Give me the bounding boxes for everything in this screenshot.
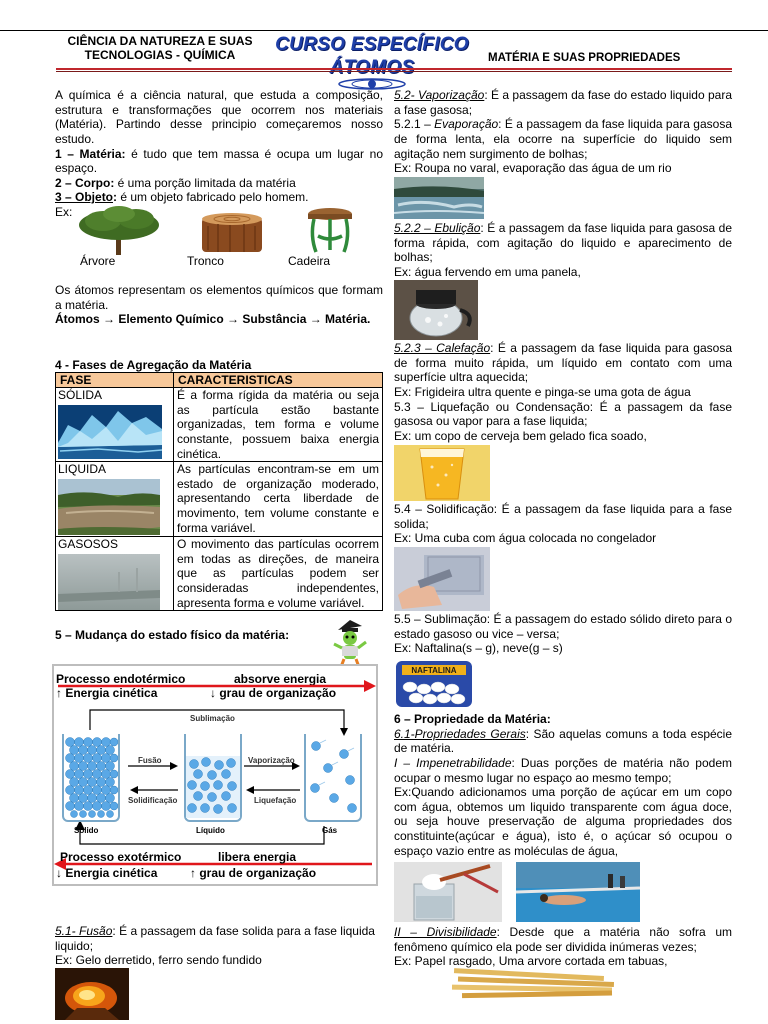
calefaction-term: 5.2.3 – Calefação <box>394 341 491 355</box>
boiling-kettle-image <box>394 280 478 340</box>
calefaction-block <box>394 341 732 443</box>
sublimation-example: Ex: Naftalina(s – g), neve(g – s) <box>394 641 563 656</box>
tree-caption: Árvore <box>80 254 116 268</box>
section-5-1 <box>55 924 375 968</box>
section-4-number: 4 <box>55 358 62 372</box>
naphthalene-package-image <box>394 657 474 709</box>
example-label: Ex: <box>55 205 73 219</box>
general-properties-term: 6.1-Propriedades Gerais <box>394 726 526 741</box>
boiling-term: 5.2.2 – Ebulição <box>394 221 481 235</box>
table-row <box>56 537 383 611</box>
kinetic-energy-down: ↓ Energia cinética <box>56 866 158 880</box>
liquefaction-label: Liquefação <box>254 796 297 805</box>
liquid-beaker <box>184 734 242 822</box>
phase-cell-gas <box>56 537 174 611</box>
fusion-term: 5.1- Fusão <box>55 924 113 938</box>
gas-beaker <box>304 734 362 822</box>
vaporization-label: Vaporização <box>248 756 295 765</box>
solidification-label: Solidificação <box>128 796 178 805</box>
brand-logo <box>262 33 482 91</box>
vaporization-text: : É a passagem da fase do estado liquido para a fase gasosa; <box>394 88 733 117</box>
condensation-example: Ex: um copo de cerveja bem gelado fica soado, <box>394 428 647 443</box>
kinetic-energy-up: ↑ Energia cinética <box>56 686 158 700</box>
river-image <box>58 479 160 535</box>
river-evaporation-image <box>394 177 484 219</box>
pool-image <box>516 862 640 922</box>
definition-objeto-label: 3 – Objeto <box>55 190 114 205</box>
table-row <box>56 462 383 537</box>
properties-block <box>394 712 732 858</box>
atoms-paragraph: Os átomos representam os elementos químicos que formam a matéria. <box>55 283 383 312</box>
ice-image <box>58 405 162 459</box>
table-header-row <box>56 373 383 388</box>
header-subject-line1: CIÊNCIA DA NATUREZA E SUAS <box>67 34 253 48</box>
organization-down: ↓ grau de organização <box>210 686 337 700</box>
fusion-definition <box>55 924 375 953</box>
section-6-title: 6 – Propriedade da Matéria: <box>394 712 551 726</box>
phase-cell-liquid <box>56 462 174 537</box>
general-properties-definition <box>394 727 732 756</box>
page-header <box>0 31 768 71</box>
vaporization-definition <box>394 88 732 117</box>
divisibility-definition <box>394 925 732 954</box>
trunk-caption: Tronco <box>187 254 224 268</box>
impenetrability-example: Ex:Quando adicionamos uma porção de açúcar em um copo com água, obtemos um liquido transparente com água doce, ou seja houve preservação de alguma propriedades dos constituinte(açúcar e água), isto é, o açúcar só ocupou o espaço vazio entre as moléculas de água, <box>394 785 732 858</box>
left-column <box>55 88 383 220</box>
divisibility-text: : Desde que a matéria não sofra um fenômeno químico ela pode ser dividida inúmeras vezes; <box>394 925 733 954</box>
phase-label: LIQUIDA <box>58 462 107 477</box>
calefaction-text: : É a passagem da fase liquida para gasosa de forma muito rápida, um líquido em contato com uma superfície ultra aquecida; <box>394 341 732 385</box>
boiling-definition <box>394 221 732 265</box>
absorbs-energy-label: absorve energia <box>234 672 327 686</box>
definition-materia-label: 1 – Matéria: <box>55 146 126 161</box>
brand-title: CURSO ESPECÍFICO <box>275 34 469 55</box>
divisibility-term: II – Divisibilidade <box>394 925 497 939</box>
definition-corpo-label: 2 – Corpo: <box>55 175 115 190</box>
evaporation-definition <box>394 117 732 161</box>
definition-materia <box>55 147 383 176</box>
definition-corpo-text: é uma porção limitada da matéria <box>114 175 296 190</box>
wood-planks-image <box>448 968 628 1000</box>
fusion-label: Fusão <box>138 756 162 765</box>
fog-image <box>58 554 160 610</box>
chair-image <box>306 206 354 254</box>
fusion-text: : É a passagem da fase solida para a fase liquida liquido; <box>55 924 375 953</box>
general-properties-text: : São aquelas comuns a toda espécie de matéria. <box>394 726 733 756</box>
solid-label: Sólido <box>74 826 99 835</box>
trunk-image <box>200 212 264 254</box>
condensation-definition: 5.3 – Liquefação ou Condensação: É a passagem da fase gasosa ou vapor para a fase liquida; <box>394 399 732 429</box>
exothermic-label: Processo exotérmico <box>60 850 182 864</box>
ice-tray-image <box>394 547 490 611</box>
solid-particles <box>64 734 118 818</box>
gas-particles <box>306 734 360 818</box>
impenetrability-text: : Duas porções de matéria não podem ocupar o mesmo lugar no espaço ao mesmo tempo; <box>394 755 732 785</box>
boiling-block <box>394 221 732 280</box>
definition-objeto <box>55 190 383 205</box>
solidification-block <box>394 502 732 546</box>
phase-label: SÓLIDA <box>58 388 103 402</box>
boiling-example: Ex: água fervendo em uma panela, <box>394 264 581 279</box>
section-4-title <box>55 358 251 373</box>
boiling-text: : É a passagem da fase liquida para gasosa de forma rápida, com agitação do liquido e aparecimento de bolhas; <box>394 221 733 265</box>
solidification-example: Ex: Uma cuba com água colocada no congelador <box>394 531 657 546</box>
sublimation-block <box>394 612 732 656</box>
definition-objeto-colon: : <box>113 190 118 205</box>
chair-caption: Cadeira <box>288 254 331 268</box>
table-row <box>56 388 383 462</box>
definition-corpo <box>55 176 383 191</box>
molten-metal-image <box>55 968 129 1020</box>
table-header-caracteristicas: CARACTERISTICAS <box>174 373 383 388</box>
section-5-title: 5 – Mudança do estado físico da matéria: <box>55 628 290 642</box>
impenetrability-definition <box>394 756 732 785</box>
definition-materia-text: é tudo que tem massa é ocupa um lugar no espaço. <box>55 146 384 176</box>
definition-objeto-text: é um objeto fabricado pelo homem. <box>117 190 309 205</box>
evaporation-example: Ex: Roupa no varal, evaporação das água de um rio <box>394 161 672 176</box>
gas-label: Gás <box>322 826 338 835</box>
evaporation-term: Evaporação <box>434 117 499 132</box>
header-rule <box>56 68 732 70</box>
header-topic: MATÉRIA E SUAS PROPRIEDADES <box>488 52 681 64</box>
endothermic-label: Processo endotérmico <box>56 672 186 686</box>
liquid-particles <box>186 734 240 818</box>
organization-up: ↑ grau de organização <box>190 866 317 880</box>
table-header-fase: FASE <box>56 373 174 388</box>
header-subject-line2: TECNOLOGIAS - QUÍMICA <box>84 48 236 63</box>
header-subject <box>60 34 260 63</box>
evaporation-text: : É a passagem da fase liquida para gasosa de forma lenta, ela ocorre na superfície do liquido sem agitação nem surgimento de bolhas; <box>394 117 733 161</box>
atoms-chain: Átomos → Elemento Químico → Substância → Matéria. <box>55 312 371 327</box>
phase-label: GASOSOS <box>58 537 119 552</box>
calefaction-example: Ex: Frigideira ultra quente e pinga-se uma gota de água <box>394 384 691 399</box>
solidification-definition: 5.4 – Solidificação: É a passagem da fase liquida para a fase solida; <box>394 502 732 531</box>
divisibility-block <box>394 925 732 969</box>
fusion-example: Ex: Gelo derretido, ferro sendo fundido <box>55 953 262 968</box>
sugar-water-image <box>394 862 502 922</box>
sublimation-label: Sublimação <box>190 714 235 723</box>
phase-desc-solid: É a forma rígida da matéria ou seja as partícula estão bastante organizadas, tem forma e volume constante, possuem baixa energia cinética. <box>174 388 383 462</box>
divisibility-example: Ex: Papel rasgado, Uma arvore cortada em tabuas, <box>394 954 668 969</box>
right-column-top <box>394 88 732 176</box>
naphthalene-label: NAFTALINA <box>411 666 457 675</box>
vaporization-term: 5.2- Vaporização <box>394 88 485 102</box>
phases-table <box>55 372 383 611</box>
liquid-label: Líquido <box>196 826 225 835</box>
beer-glass-image <box>394 445 490 501</box>
sublimation-definition: 5.5 – Sublimação: É a passagem do estado sólido direto para o estado gasoso ou vice – versa; <box>394 612 732 641</box>
professor-cartoon-icon <box>328 620 372 668</box>
phase-cell-solid <box>56 388 174 462</box>
phase-desc-gas: O movimento das partículas ocorrem em todas as direções, de maneira que as partículas podem ser consideradas independentes, apresenta forma e volume variável. <box>174 537 383 611</box>
impenetrability-term: I – Impenetrabilidade <box>394 755 512 770</box>
atoms-block <box>55 283 383 327</box>
tree-image <box>78 205 160 255</box>
solid-beaker <box>62 734 120 822</box>
evaporation-number: 5.2.1 – <box>394 117 435 132</box>
intro-paragraph: A química é a ciência natural, que estuda a composição, estrutura e transformações que ocorrem nos materiais (Matéria). Partindo desse principio começaremos nosso estudo. <box>55 88 383 146</box>
calefaction-definition <box>394 341 732 385</box>
phase-desc-liquid: As partículas encontram-se em um estado de organização moderado, apresentando certa liberdade de movimento, tem volume constante e forma variável. <box>174 462 383 537</box>
section-4-text: - Fases de Agregação da Matéria <box>61 358 252 372</box>
header-rule-shadow <box>56 71 732 72</box>
releases-energy-label: libera energia <box>218 850 297 864</box>
state-change-diagram <box>52 664 378 886</box>
